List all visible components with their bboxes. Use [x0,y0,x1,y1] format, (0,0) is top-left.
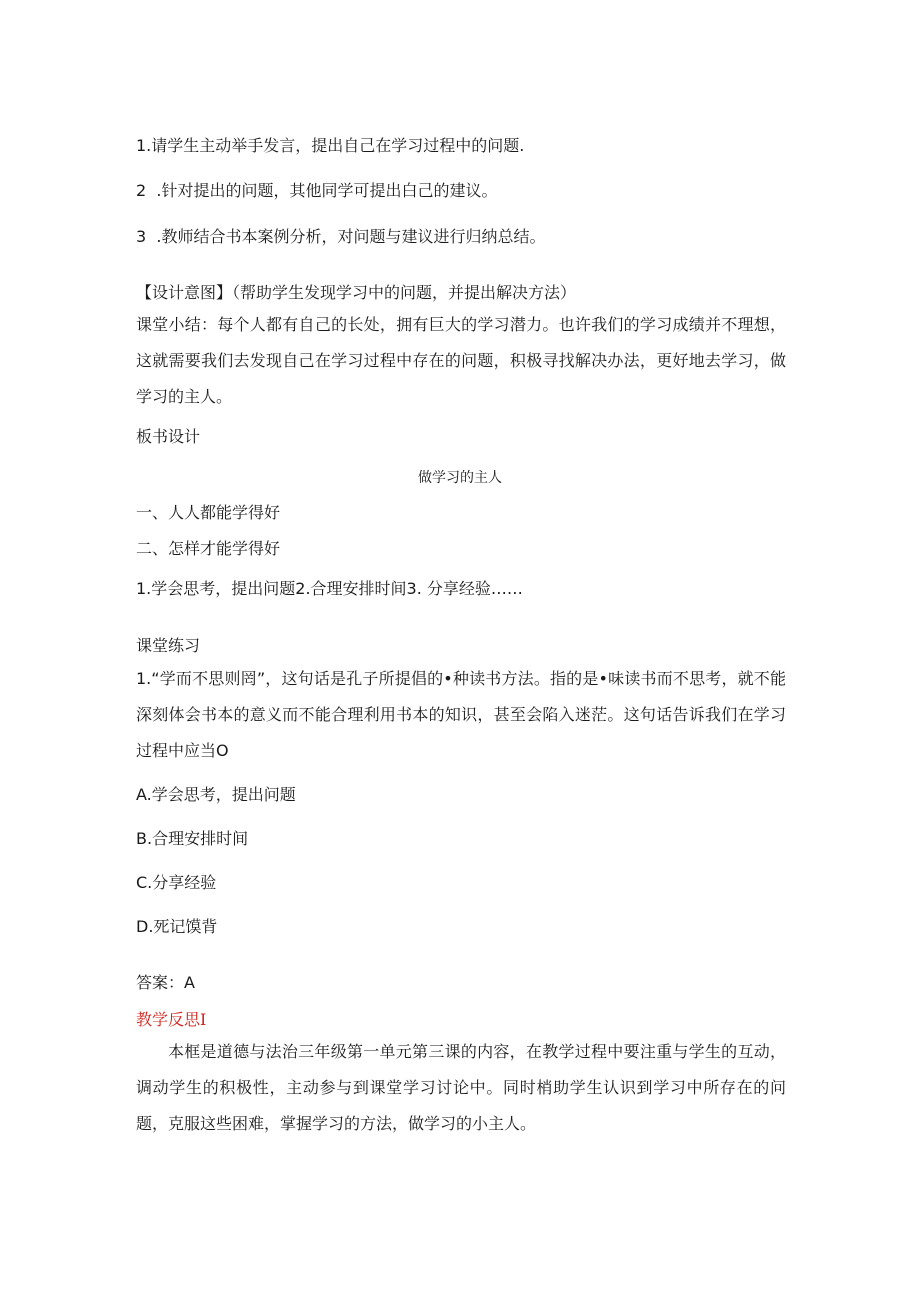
option-c: C.分享经验 [136,873,217,892]
board-methods: 1.学会思考，提出问题2.合理安排时间3. 分享经验…… [136,579,523,598]
option-a: A.学会思考，提出问题 [136,785,296,804]
reflection-heading: 教学反思I [136,1010,207,1029]
exercise-heading: 课堂练习 [136,636,201,655]
class-summary: 课堂小结：每个人都有自己的长处，拥有巨大的学习潜力。也许我们的学习成绩并不理想，这就需要我们去发现自己在学习过程中存在的问题，积极寻找解决办法，更好地去学习，做学习的主人。 [136,315,786,406]
design-intent: 【设计意图】（帮助学生发现学习中的问题，并提出解决方法） [136,283,577,302]
step-1: 1.请学生主动举手发言，提出自己在学习过程中的问题. [136,136,525,155]
board-title: 做学习的主人 [418,470,502,486]
reflection-text: 本框是道德与法治三年级第一单元第三课的内容，在教学过程中要注重与学生的互动，调动学生的积极性，主动参与到课堂学习讨论中。同时梢助学生认识到学习中所存在的问题，克服这些困难，掌握学习的方法，做学习的小主人。 [136,1042,786,1133]
option-b: B.合理安排时间 [136,829,249,848]
board-heading: 板书设计 [136,427,201,446]
board-point-2: 二、怎样才能学得好 [136,539,281,558]
step-2: 2 .针对提出的问题，其他同学可提出白己的建议。 [136,181,498,200]
answer: 答案：A [136,973,195,992]
exercise-question: 1.“学而不思则罔”，这句话是孔子所提倡的•种读书方法。指的是•味读书而不思考，就不能深刻体会书本的意义而不能合理利用书本的知识，甚至会陷入迷茫。这句话告诉我们在学习过程中应当O [136,669,786,760]
board-point-1: 一、人人都能学得好 [136,503,281,522]
step-3: 3 .教师结合书本案例分析，对问题与建议进行归纳总结。 [136,227,546,246]
option-d: D.死记馍背 [136,917,218,936]
